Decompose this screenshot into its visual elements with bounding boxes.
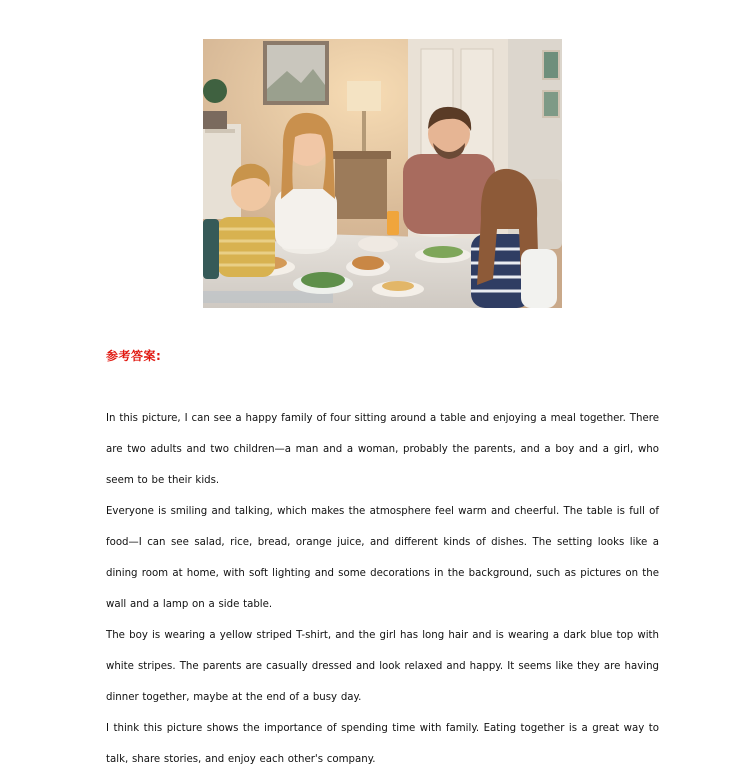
family-dinner-photo <box>203 39 562 308</box>
family-dinner-illustration <box>203 39 562 308</box>
answer-body <box>106 403 659 775</box>
paragraph: Everyone is smiling and talking, which makes the atmosphere feel warm and cheerful. The table is full of food—I can see salad, rice, bread, orange juice, and different kinds of dishes. The setting looks like a dining room at home, with soft lighting and some decorations in the background, such as pictures on the wall and a lamp on a side table. <box>106 506 659 610</box>
answer-heading: 参考答案: <box>106 349 162 363</box>
paragraph: In this picture, I can see a happy family of four sitting around a table and enjoying a meal together. There are two adults and two children—a man and a woman, probably the parents, and a boy and a girl, who seem to be their kids. <box>106 413 659 486</box>
paragraph: The boy is wearing a yellow striped T-shirt, and the girl has long hair and is wearing a dark blue top with white stripes. The parents are casually dressed and look relaxed and happy. It seems like they are having dinner together, maybe at the end of a busy day. <box>106 630 659 703</box>
paragraph: I think this picture shows the importance of spending time with family. Eating together is a great way to talk, share stories, and enjoy each other's company. <box>106 723 659 765</box>
